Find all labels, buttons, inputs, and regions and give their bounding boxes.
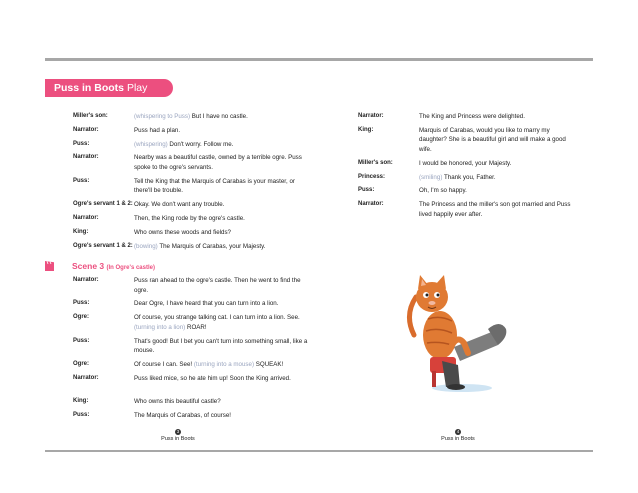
dialogue-text bbox=[134, 140, 309, 150]
speaker-label: Puss: bbox=[73, 177, 90, 184]
cat-pulling-on-boot-illustration bbox=[402, 275, 522, 395]
speaker-label: Puss: bbox=[73, 300, 90, 307]
speaker-label: Princess: bbox=[358, 173, 386, 180]
top-rule bbox=[45, 58, 593, 61]
line-text: That's good! But I bet you can't turn into something small, like a mouse. bbox=[134, 337, 308, 355]
dialogue-text bbox=[134, 200, 309, 210]
line-text: Marquis of Carabas, would you like to marry my daughter? She is a beautiful girl and will make a good wife. bbox=[419, 126, 566, 153]
speaker-label: Narrator: bbox=[73, 215, 99, 221]
line-text: The Marquis of Carabas, of course! bbox=[134, 412, 231, 419]
speaker-label: Puss: bbox=[73, 337, 90, 344]
stage-direction: (smiling) bbox=[419, 173, 443, 181]
speaker-label: Narrator: bbox=[358, 113, 384, 119]
dialogue-text bbox=[134, 411, 309, 421]
dialogue-text bbox=[134, 153, 309, 172]
speaker-label: Miller's son: bbox=[73, 113, 108, 119]
dialogue-text bbox=[134, 299, 309, 309]
line-text: Of course I can. See! bbox=[134, 361, 193, 368]
speaker-label: Narrator: bbox=[73, 154, 99, 161]
dialogue-text bbox=[134, 112, 309, 122]
dialogue-text bbox=[134, 214, 309, 224]
dialogue-text bbox=[134, 313, 309, 332]
dialogue-text bbox=[419, 173, 579, 183]
line-text-tail: ROAR! bbox=[185, 323, 207, 331]
dialogue-text bbox=[134, 242, 309, 252]
line-text: Who owns this beautiful castle? bbox=[134, 398, 221, 406]
line-text: Dear Ogre, I have heard that you can turn into a lion. bbox=[134, 300, 279, 308]
speaker-label: Narrator: bbox=[73, 126, 99, 133]
bottom-rule bbox=[45, 450, 593, 452]
dialogue-text bbox=[134, 397, 309, 407]
banner-title: Puss in Boots bbox=[54, 82, 125, 94]
line-text: Don't worry. Follow me. bbox=[167, 140, 234, 148]
speaker-label: Puss: bbox=[358, 187, 375, 194]
speaker-label: Narrator: bbox=[73, 277, 99, 283]
dialogue-text bbox=[134, 360, 309, 370]
line-text: Tell the King that the Marquis of Carabas is your master, or there'll be trouble. bbox=[134, 177, 295, 195]
line-text: Puss liked mice, so he ate him up! Soon the King arrived. bbox=[134, 374, 291, 382]
speaker-label: Ogre's servant 1 & 2: bbox=[73, 242, 133, 249]
dialogue-text bbox=[134, 228, 309, 238]
line-text: I would be honored, your Majesty. bbox=[419, 159, 512, 167]
right-footer-label: Puss in Boots bbox=[441, 436, 475, 442]
left-page-number: 3 bbox=[176, 429, 180, 434]
left-page-footer bbox=[148, 429, 208, 442]
line-text: Okay. We don't want any trouble. bbox=[134, 201, 225, 209]
line-text: The King and Princess were delighted. bbox=[419, 113, 525, 120]
right-page-number: 4 bbox=[456, 429, 460, 434]
dialogue-text bbox=[419, 126, 579, 155]
line-text: Who owns these woods and fields? bbox=[134, 228, 231, 236]
line-text: Puss had a plan. bbox=[134, 126, 181, 134]
dialogue-text bbox=[134, 177, 309, 196]
banner-subtitle: Play Script bbox=[54, 82, 148, 112]
speaker-label: King: bbox=[73, 228, 89, 235]
dialogue-text bbox=[419, 186, 579, 196]
dialogue-text bbox=[134, 126, 309, 136]
left-footer-label: Puss in Boots bbox=[161, 436, 195, 442]
stage-direction: (whispering to Puss) bbox=[134, 113, 191, 120]
speaker-label: Ogre: bbox=[73, 314, 90, 321]
dialogue-text bbox=[419, 112, 579, 122]
scene-subtitle: (In Ogre's castle) bbox=[106, 265, 155, 271]
line-text: Nearby was a beautiful castle, owned by a terrible ogre. Puss spoke to the ogre's servants. bbox=[134, 154, 302, 171]
stage-direction: (turning into a mouse) bbox=[192, 361, 255, 368]
speaker-label: Puss: bbox=[73, 140, 90, 147]
line-text: Puss ran ahead to the ogre's castle. Then he went to find the ogre. bbox=[134, 277, 301, 294]
play-script-banner bbox=[45, 79, 173, 112]
scene-title: Scene 3 bbox=[72, 261, 105, 271]
speaker-label: Miller's son: bbox=[358, 159, 393, 166]
dialogue-text bbox=[419, 200, 579, 219]
speaker-label: King: bbox=[358, 126, 374, 133]
right-page-footer bbox=[428, 429, 488, 442]
line-text-tail: SQUEAK! bbox=[254, 361, 284, 368]
scene-heading bbox=[52, 261, 155, 271]
line-text: But I have no castle. bbox=[190, 113, 248, 120]
speaker-label: Ogre's servant 1 & 2: bbox=[73, 201, 133, 208]
line-text: Oh, I'm so happy. bbox=[419, 187, 467, 195]
line-text: The Marquis of Carabas, your Majesty. bbox=[157, 242, 266, 250]
stage-direction: (whispering) bbox=[134, 140, 168, 148]
speaker-label: Narrator: bbox=[358, 201, 384, 208]
dialogue-text bbox=[134, 337, 309, 356]
line-text: Thank you, Father. bbox=[442, 173, 496, 181]
line-text: Of course, you strange talking cat. I can turn into a lion. See. bbox=[134, 314, 300, 322]
speaker-label: Ogre: bbox=[73, 361, 90, 367]
line-text: Then, the King rode by the ogre's castle. bbox=[134, 215, 245, 222]
dialogue-text bbox=[134, 374, 309, 384]
line-text: The Princess and the miller's son got married and Puss lived happily ever after. bbox=[419, 201, 571, 218]
speaker-label: Narrator: bbox=[73, 374, 99, 381]
stage-direction: (bowing) bbox=[134, 242, 158, 250]
speaker-label: King: bbox=[73, 398, 89, 405]
speaker-label: Puss: bbox=[73, 412, 90, 418]
dialogue-text bbox=[419, 159, 579, 169]
stage-direction: (turning into a lion) bbox=[134, 323, 186, 331]
dialogue-text bbox=[134, 276, 309, 295]
